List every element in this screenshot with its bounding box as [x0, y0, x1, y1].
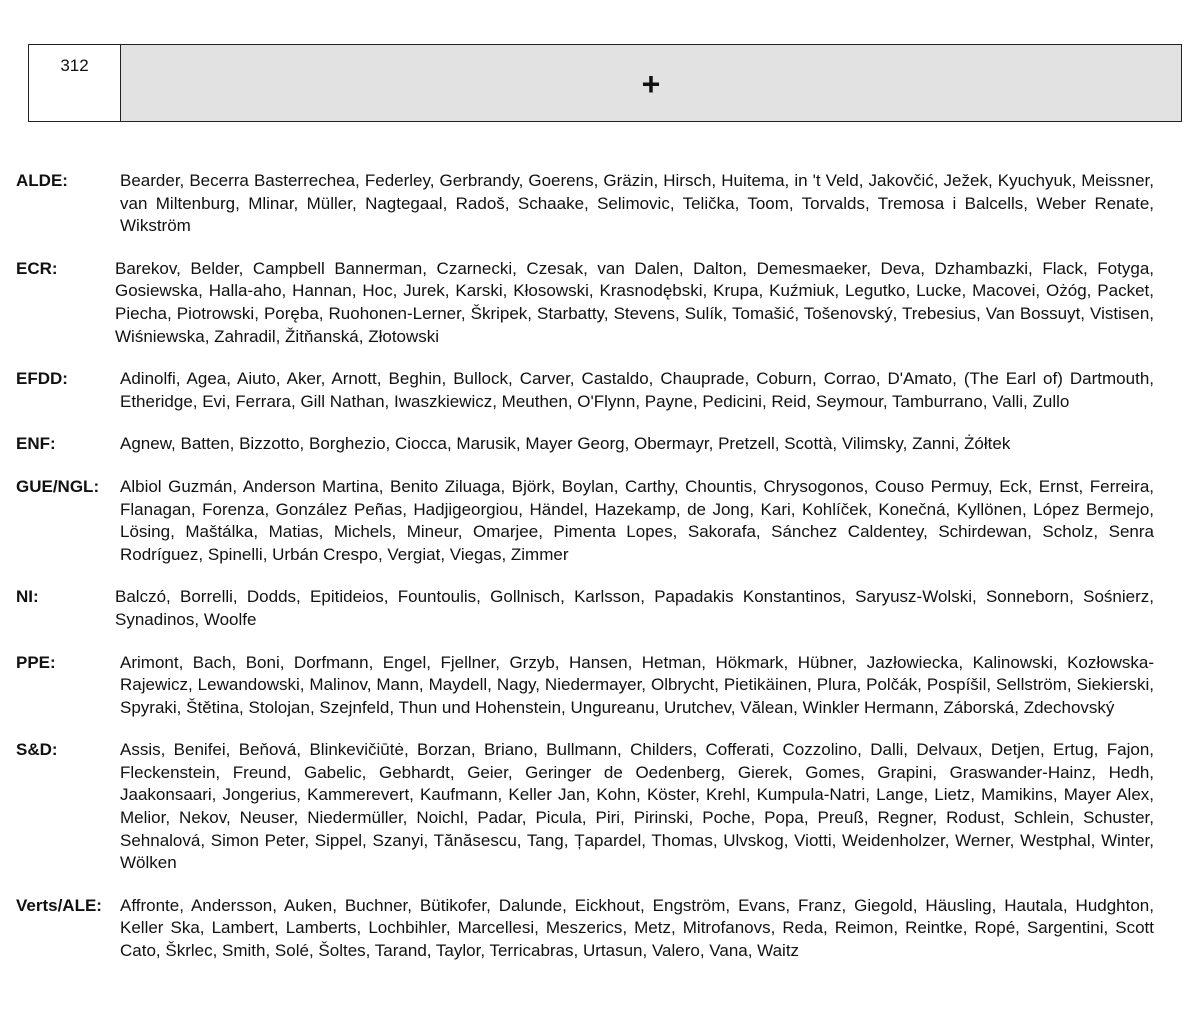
group-members: Bearder, Becerra Basterrechea, Federley, Gerbrandy, Goerens, Gräzin, Hirsch, Huitema, in 't Veld, Jakovčić, Ježek, Kyuchyuk, Meissner, van Miltenburg, Mlinar, Müller, Nagtegaal, Radoš, Schaake, Selimovic, Telička, Toom, Torvalds, Tremosa i Balcells, Weber Renate, Wikström — [120, 171, 1154, 236]
group-name: PPE: — [16, 652, 56, 672]
group-members: Arimont, Bach, Boni, Dorfmann, Engel, Fjellner, Grzyb, Hansen, Hetman, Hökmark, Hübner, Jazłowiecka, Kalinowski, Kozłowska-Rajewicz, Lewandowski, Malinov, Mann, Maydell, Nagy, Niedermayer, Olbrycht, Pietikäinen, Plura, Polčák, Pospíšil, Sellström, Siekierski, Spyraki, Štětina, Stolojan, Szejnfeld, Thun und Hohenstein, Ungureanu, Urutchev, Vălean, Winkler Hermann, Záborská, Zdechovský — [120, 652, 1154, 717]
group-members: Affronte, Andersson, Auken, Buchner, Bütikofer, Dalunde, Eickhout, Engström, Evans, Franz, Giegold, Häusling, Hautala, Hudghton, Keller Ska, Lambert, Lamberts, Lochbihler, Marcellesi, Meszerics, Metz, Mitrofanovs, Reda, Reimon, Reintke, Ropé, Sargentini, Scott Cato, Škrlec, Smith, Solé, Šoltes, Tarand, Taylor, Terricabras, Urtasun, Valero, Vana, Waitz — [120, 895, 1154, 961]
group-gue-ngl — [16, 476, 1154, 566]
group-name: GUE/NGL: — [16, 476, 100, 496]
group-members: Albiol Guzmán, Anderson Martina, Benito Ziluaga, Björk, Boylan, Carthy, Chountis, Chrysogonos, Couso Permuy, Eck, Ernst, Ferreira, Flanagan, Forenza, González Peñas, Hadjigeorgiou, Händel, Hazekamp, de Jong, Kari, Kohlíček, Konečná, Kyllönen, López Bermejo, Lösing, Maštálka, Matias, Michels, Mineur, Omarjee, Pimenta Lopes, Sakorafa, Sánchez Caldentey, Schirdewan, Scholz, Senra Rodríguez, Spinelli, Urbán Crespo, Vergiat, Viegas, Zimmer — [120, 476, 1154, 564]
group-name: EFDD: — [16, 369, 68, 389]
vote-number: 312 — [29, 45, 121, 121]
group-verts-ale — [16, 895, 1154, 963]
group-alde — [16, 170, 1154, 238]
group-s-and-d — [16, 739, 1154, 875]
group-efdd — [16, 368, 1154, 413]
group-name: ENF: — [16, 434, 56, 454]
group-members: Adinolfi, Agea, Aiuto, Aker, Arnott, Beghin, Bullock, Carver, Castaldo, Chauprade, Coburn, Corrao, D'Amato, (The Earl of) Dartmouth, Etheridge, Evi, Ferrara, Gill Nathan, Iwaszkiewicz, Meuthen, O'Flynn, Payne, Pedicini, Reid, Seymour, Tamburrano, Valli, Zullo — [120, 369, 1154, 411]
group-name: NI: — [16, 587, 39, 607]
group-list — [16, 170, 1154, 983]
group-name: ALDE: — [16, 171, 68, 190]
group-members: Barekov, Belder, Campbell Bannerman, Czarnecki, Czesak, van Dalen, Dalton, Demesmaeker, Deva, Dzhambazki, Flack, Fotyga, Gosiewska, Halla-aho, Hannan, Hoc, Jurek, Karski, Kłosowski, Krasnodębski, Krupa, Kuźmiuk, Legutko, Lucke, Macovei, Ożóg, Packet, Piecha, Piotrowski, Poręba, Ruohonen-Lerner, Škripek, Starbatty, Stevens, Sulík, Tomašić, Tošenovský, Trebesius, Van Bossuyt, Vistisen, Wiśniewska, Zahradil, Žitňanská, Złotowski — [115, 258, 1154, 346]
vote-header — [28, 44, 1182, 122]
group-enf — [16, 433, 1154, 456]
group-members: Assis, Benifei, Beňová, Blinkevičiūtė, Borzan, Briano, Bullmann, Childers, Cofferati, Cozzolino, Dalli, Delvaux, Detjen, Ertug, Fajon, Fleckenstein, Freund, Gabelic, Gebhardt, Geier, Geringer de Oedenberg, Gierek, Gomes, Grapini, Graswander-Hainz, Hedh, Jaakonsaari, Jongerius, Kammerevert, Kaufmann, Keller Jan, Kohn, Köster, Krehl, Kumpula-Natri, Lange, Lietz, Mamikins, Mayer Alex, Melior, Nekov, Neuser, Niedermüller, Noichl, Padar, Picula, Piri, Pirinski, Poche, Popa, Preuß, Regner, Rodust, Schlein, Schuster, Sehnalová, Simon Peter, Sippel, Szanyi, Tănăsescu, Tang, Țapardel, Thomas, Ulvskog, Viotti, Weidenholzer, Werner, Westphal, Winter, Wölken — [120, 740, 1154, 873]
group-name: Verts/ALE: — [16, 895, 102, 915]
group-members: Agnew, Batten, Bizzotto, Borghezio, Ciocca, Marusik, Mayer Georg, Obermayr, Pretzell, Scottà, Vilimsky, Zanni, Żółtek — [120, 434, 1011, 454]
vote-result: + — [121, 45, 1181, 121]
group-ppe — [16, 652, 1154, 720]
group-ni — [16, 586, 1154, 631]
group-members: Balczó, Borrelli, Dodds, Epitideios, Fountoulis, Gollnisch, Karlsson, Papadakis Konstantinos, Saryusz-Wolski, Sonneborn, Sośnierz, Synadinos, Woolfe — [115, 587, 1154, 629]
group-name: S&D: — [16, 740, 58, 760]
group-ecr — [16, 258, 1154, 348]
group-name: ECR: — [16, 258, 58, 278]
